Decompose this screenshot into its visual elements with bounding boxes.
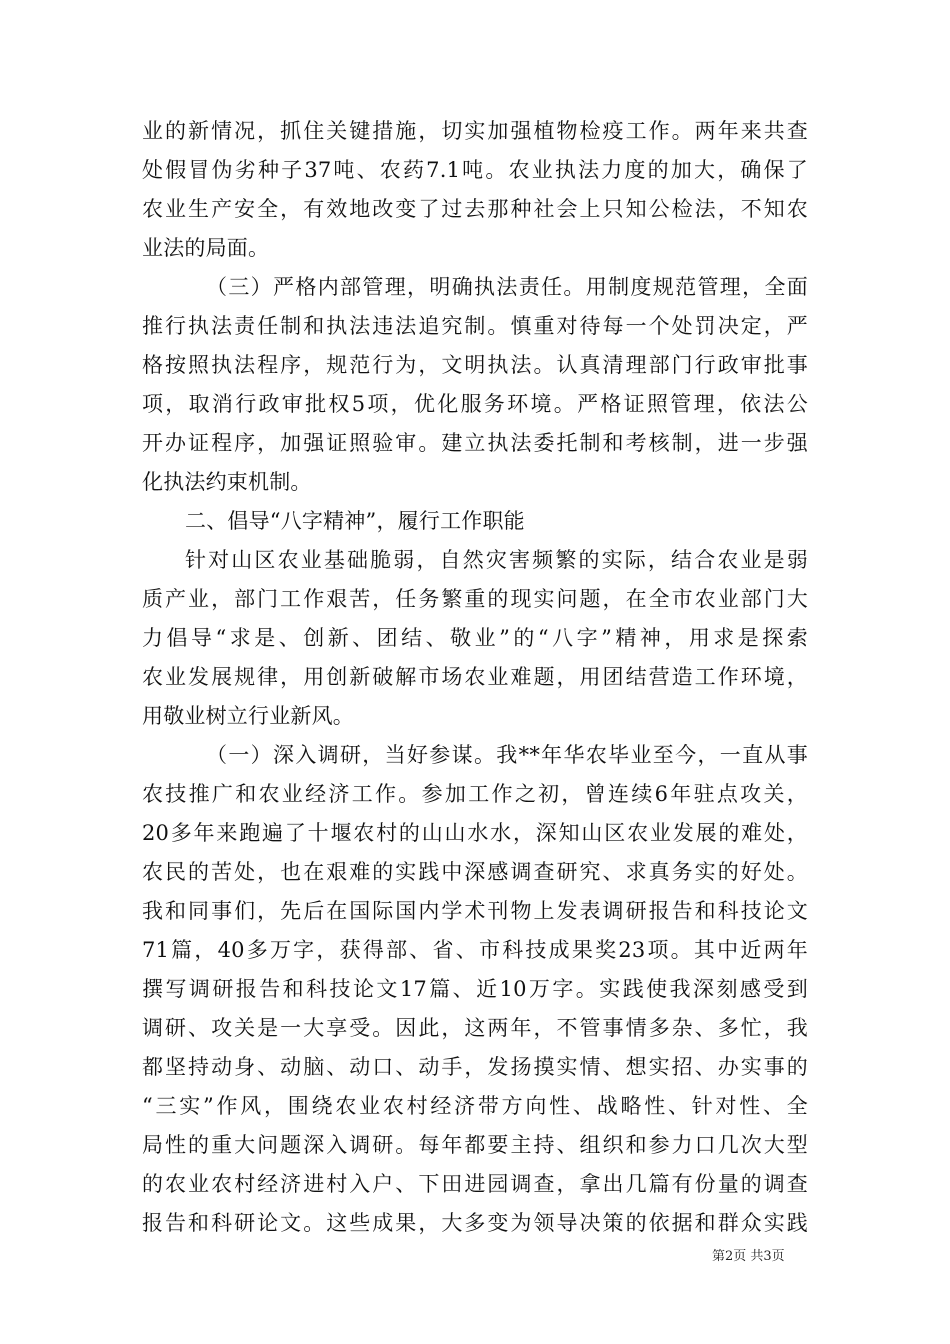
text-line: 都坚持动身、动脑、动口、动手，发扬摸实情、想实招、办实事的 [142, 1055, 808, 1079]
text-line: 我和同事们，先后在国际国内学术刊物上发表调研报告和科技论文 [142, 899, 808, 923]
text-line: 项，取消行政审批权5项，优化服务环境。严格证照管理，依法公 [142, 392, 808, 416]
text-line: 业的新情况，抓住关键措施，切实加强植物检疫工作。两年来共查 [142, 119, 808, 143]
text-line: 的农业农村经济进村入户、下田进园调查，拿出几篇有份量的调查 [142, 1172, 808, 1196]
text-line: 用敬业树立行业新风。 [142, 704, 354, 728]
text-line: 农业生产安全，有效地改变了过去那种社会上只知公检法，不知农 [142, 197, 808, 221]
text-line: 推行执法责任制和执法违法追究制。慎重对待每一个处罚决定，严 [142, 314, 808, 338]
text-line: 质产业，部门工作艰苦，任务繁重的现实问题，在全市农业部门大 [142, 587, 808, 611]
text-line: 农民的苦处，也在艰难的实践中深感调查研究、求真务实的好处。 [142, 860, 808, 884]
text-line: 71篇，40多万字，获得部、省、市科技成果奖23项。其中近两年 [142, 938, 808, 962]
text-line: 农业发展规律，用创新破解市场农业难题，用团结营造工作环境， [142, 665, 808, 689]
text-line: 撰写调研报告和科技论文17篇、近10万字。实践使我深刻感受到 [142, 977, 808, 1001]
text-line: 处假冒伪劣种子37吨、农药7.1吨。农业执法力度的加大，确保了 [142, 158, 808, 182]
text-line: 20多年来跑遍了十堰农村的山山水水，深知山区农业发展的难处， [142, 821, 808, 845]
text-line: 格按照执法程序，规范行为，文明执法。认真清理部门行政审批事 [142, 353, 808, 377]
text-line: 开办证程序，加强证照验审。建立执法委托制和考核制，进一步强 [142, 431, 808, 455]
text-line: 农技推广和农业经济工作。参加工作之初，曾连续6年驻点攻关， [142, 782, 808, 806]
text-line: 业法的局面。 [142, 236, 270, 260]
page-number-footer: 第2页 共3页 [712, 1249, 785, 1264]
text-line: 化执法约束机制。 [142, 470, 312, 494]
text-line: 二、倡导“八字精神”，履行工作职能 [185, 509, 525, 533]
text-line: 力倡导“求是、创新、团结、敬业”的“八字”精神，用求是探索 [142, 626, 808, 650]
text-line: 局性的重大问题深入调研。每年都要主持、组织和参力口几次大型 [142, 1133, 808, 1157]
text-line: 报告和科研论文。这些成果，大多变为领导决策的依据和群众实践 [142, 1211, 808, 1235]
text-line: 针对山区农业基础脆弱，自然灾害频繁的实际，结合农业是弱 [185, 548, 808, 572]
text-line: 调研、攻关是一大享受。因此，这两年，不管事情多杂、多忙，我 [142, 1016, 808, 1040]
text-line: （一）深入调研，当好参谋。我**年华农毕业至今，一直从事 [206, 743, 808, 767]
document-body [142, 112, 808, 1243]
text-line: （三）严格内部管理，明确执法责任。用制度规范管理，全面 [206, 275, 808, 299]
text-line: “三实”作风，围绕农业农村经济带方向性、战略性、针对性、全 [142, 1094, 808, 1118]
